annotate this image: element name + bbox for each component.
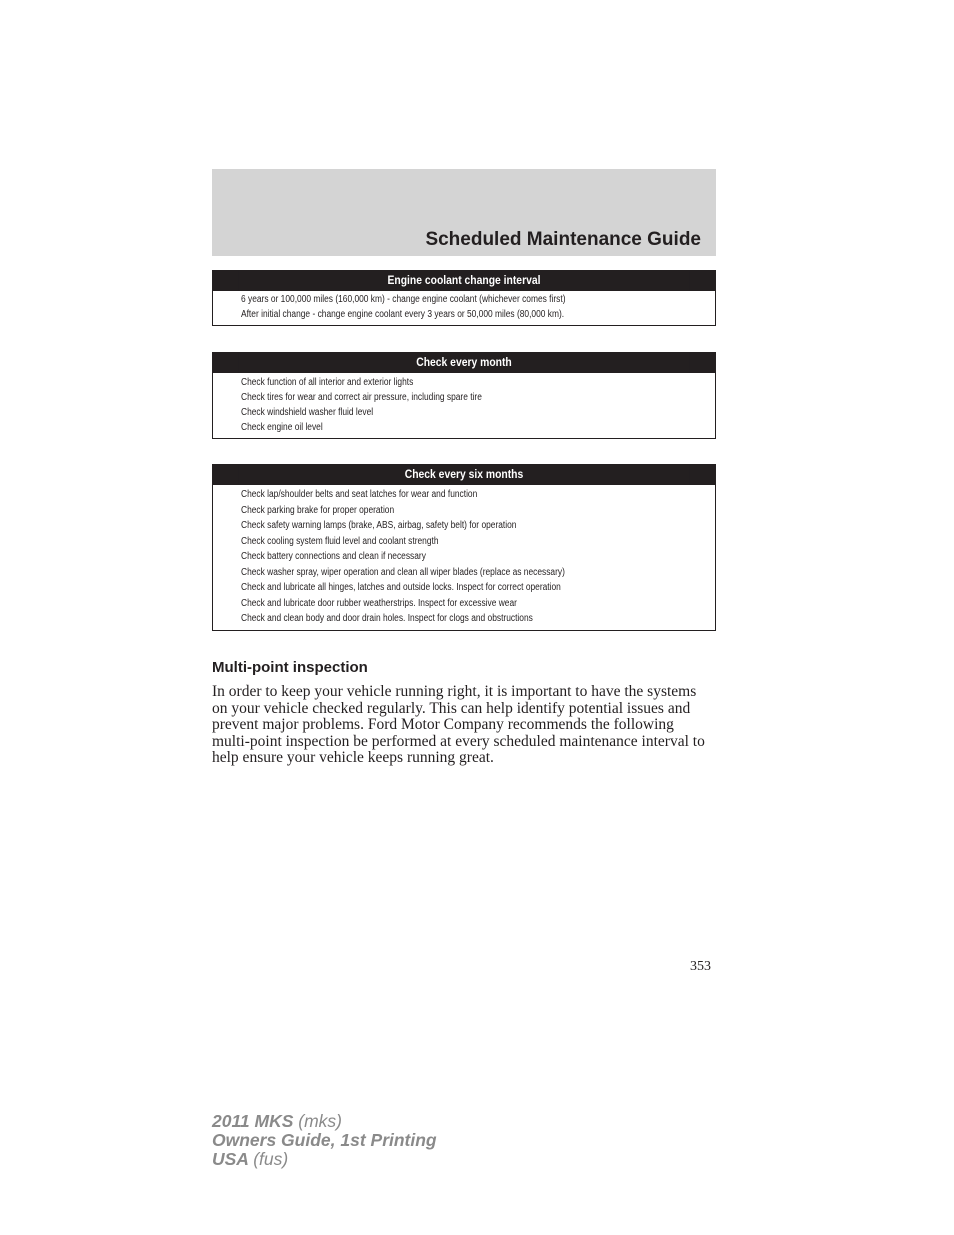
list-item: Check parking brake for proper operation bbox=[241, 504, 395, 516]
list-item: Check windshield washer fluid level bbox=[241, 407, 374, 418]
table-heading: Check every six months bbox=[238, 465, 690, 485]
coolant-interval-table bbox=[212, 270, 716, 326]
footer-edition: Owners Guide, 1st Printing bbox=[212, 1130, 437, 1150]
table-heading: Engine coolant change interval bbox=[238, 271, 690, 291]
list-item: Check function of all interior and exterior lights bbox=[241, 377, 414, 388]
list-item: After initial change - change engine coolant every 3 years or 50,000 miles (80,000 km). bbox=[241, 308, 565, 320]
page-title: Scheduled Maintenance Guide bbox=[425, 229, 701, 250]
list-item: Check lap/shoulder belts and seat latches for wear and function bbox=[241, 489, 478, 500]
list-item: Check and lubricate all hinges, latches and outside locks. Inspect for correct operation bbox=[241, 582, 561, 593]
footer-model: 2011 MKS bbox=[212, 1111, 294, 1131]
footer-model-code: (mks) bbox=[298, 1111, 342, 1131]
table-heading: Check every month bbox=[238, 353, 690, 373]
list-item: Check and clean body and door drain holes. Inspect for clogs and obstructions bbox=[241, 613, 533, 624]
footer-line-model bbox=[212, 1112, 437, 1131]
footer-line-market bbox=[212, 1150, 437, 1169]
monthly-check-table bbox=[212, 352, 716, 439]
list-item: Check and lubricate door rubber weatherstrips. Inspect for excessive wear bbox=[241, 597, 517, 609]
footer-market-code: (fus) bbox=[253, 1149, 289, 1169]
list-item: Check cooling system fluid level and coolant strength bbox=[241, 535, 439, 547]
list-item: Check battery connections and clean if necessary bbox=[241, 551, 426, 562]
footer-market: USA bbox=[212, 1149, 249, 1169]
six-month-check-table bbox=[212, 464, 716, 631]
list-item: Check washer spray, wiper operation and clean all wiper blades (replace as necessary) bbox=[241, 566, 565, 578]
section-body: In order to keep your vehicle running right, it is important to have the systems on your vehicle checked regularly. This can help identify potential issues and prevent major problems. Ford Motor Company recommends the following multi-point inspection be performed at every scheduled maintenance interval to help ensure your vehicle keeps running great. bbox=[212, 683, 705, 766]
list-item: Check safety warning lamps (brake, ABS, airbag, safety belt) for operation bbox=[241, 520, 517, 531]
footer-imprint bbox=[212, 1112, 437, 1169]
list-item: Check engine oil level bbox=[241, 422, 323, 433]
page-number: 353 bbox=[690, 959, 711, 974]
list-item: Check tires for wear and correct air pressure, including spare tire bbox=[241, 392, 482, 403]
list-item: 6 years or 100,000 miles (160,000 km) - change engine coolant (whichever comes first) bbox=[241, 294, 566, 305]
section-heading: Multi-point inspection bbox=[212, 659, 368, 676]
header-band bbox=[212, 169, 716, 256]
